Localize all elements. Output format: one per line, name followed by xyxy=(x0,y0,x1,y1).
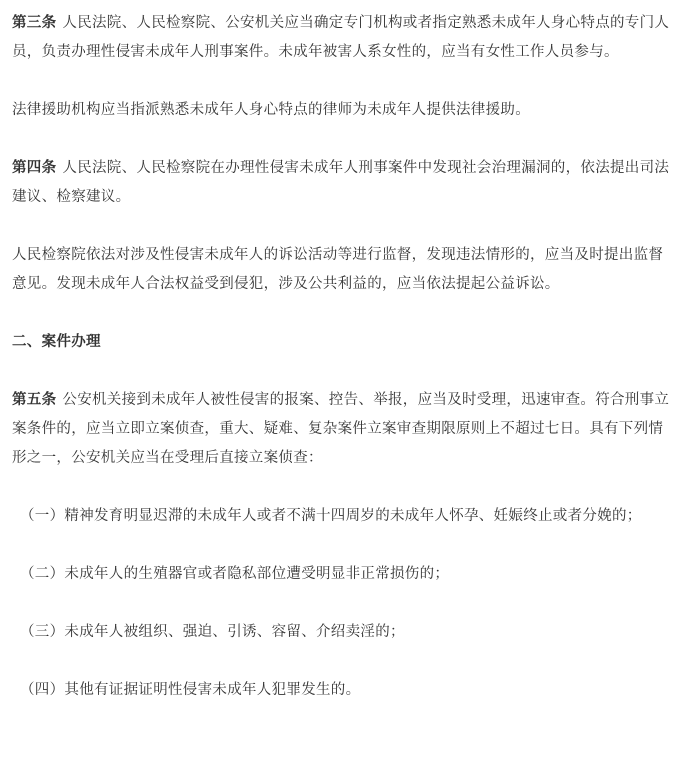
article-text: 人民法院、人民检察院在办理性侵害未成年人刑事案件中发现社会治理漏洞的，依法提出司法建议、检察建议。 xyxy=(12,160,670,205)
article-text: 公安机关接到未成年人被性侵害的报案、控告、举报，应当及时受理，迅速审查。符合刑事立案条件的，应当立即立案侦查，重大、疑难、复杂案件立案审查期限原则上不超过七日。具有下列情形之一，公安机关应当在受理后直接立案侦查： xyxy=(12,392,670,466)
section-heading: 二、案件办理 xyxy=(12,334,101,350)
article-3-paragraph xyxy=(12,9,674,67)
article-number: 第五条 xyxy=(12,392,57,408)
legal-aid-paragraph: 法律援助机构应当指派熟悉未成年人身心特点的律师为未成年人提供法律援助。 xyxy=(12,102,530,118)
article-text: 人民法院、人民检察院、公安机关应当确定专门机构或者指定熟悉未成年人身心特点的专门人员，负责办理性侵害未成年人刑事案件。未成年被害人系女性的，应当有女性工作人员参与。 xyxy=(12,15,670,60)
list-item: （四）其他有证据证明性侵害未成年人犯罪发生的。 xyxy=(20,682,361,698)
procuratorate-supervision-paragraph: 人民检察院依法对涉及性侵害未成年人的诉讼活动等进行监督，发现违法情形的，应当及时提出监督意见。发现未成年人合法权益受到侵犯，涉及公共利益的，应当依法提起公益诉讼。 xyxy=(12,247,664,292)
article-number: 第四条 xyxy=(12,160,57,176)
list-item: （一）精神发育明显迟滞的未成年人或者不满十四周岁的未成年人怀孕、妊娠终止或者分娩的； xyxy=(20,508,642,524)
list-item: （三）未成年人被组织、强迫、引诱、容留、介绍卖淫的； xyxy=(20,624,405,640)
article-number: 第三条 xyxy=(12,15,57,31)
list-item: （二）未成年人的生殖器官或者隐私部位遭受明显非正常损伤的； xyxy=(20,566,450,582)
article-4-paragraph xyxy=(12,154,674,212)
article-5-paragraph xyxy=(12,386,674,473)
